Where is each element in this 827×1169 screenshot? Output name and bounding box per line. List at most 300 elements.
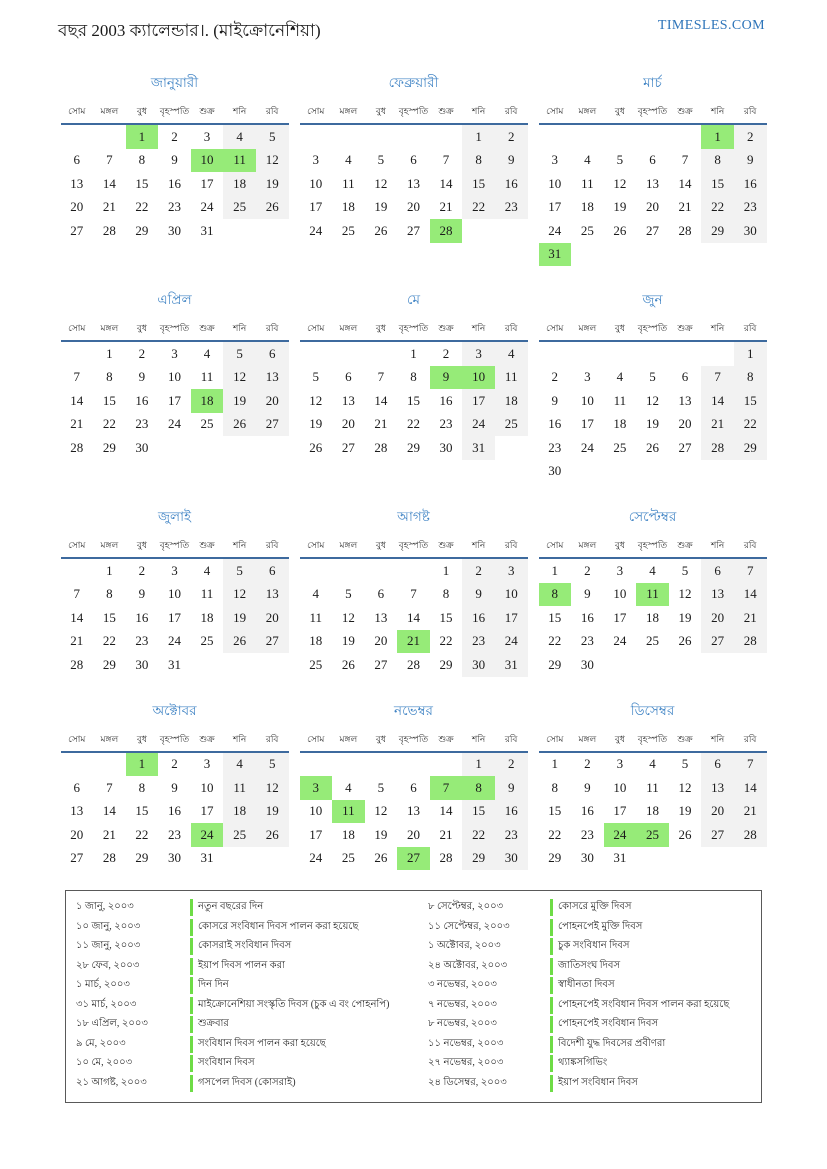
day-cell: 9: [171, 152, 178, 168]
day-cell: 3: [584, 369, 591, 385]
day-cell: 25: [223, 823, 256, 847]
day-cell: 1: [462, 752, 495, 777]
holiday-name: দিন দিন: [190, 977, 418, 994]
day-cell: 16: [462, 606, 495, 630]
month-title: আগষ্ট: [397, 509, 430, 524]
day-cell-empty: [300, 558, 333, 583]
day-cell-empty: [365, 124, 398, 149]
day-cell: 24: [613, 633, 627, 649]
day-cell-empty: [701, 847, 734, 871]
day-cell: 27: [701, 823, 734, 847]
month-block: [539, 289, 767, 483]
day-cell: 27: [70, 850, 84, 866]
weekday-header: বুধ: [136, 540, 147, 550]
day-cell: 25: [200, 416, 214, 432]
weekday-header: বুধ: [375, 540, 386, 550]
day-cell: 6: [256, 558, 289, 583]
day-cell: 13: [256, 366, 289, 390]
holiday-date: ১ জানু, ২০০৩: [76, 901, 134, 912]
month-table: [300, 538, 528, 677]
day-cell: 24: [548, 222, 562, 238]
day-cell: 8: [539, 583, 572, 607]
day-cell: 26: [223, 413, 256, 437]
day-cell: 10: [167, 586, 181, 602]
day-cell: 16: [548, 416, 562, 432]
month-title: জুন: [642, 292, 663, 307]
day-cell: 28: [678, 222, 692, 238]
month-title: জানুয়ারী: [150, 75, 199, 90]
weekday-header: শনি: [471, 323, 486, 333]
day-cell: 16: [135, 609, 149, 625]
weekday-header: শুক্র: [677, 323, 693, 333]
day-cell: 15: [135, 803, 149, 819]
day-cell: 27: [70, 222, 84, 238]
day-cell: 7: [106, 779, 113, 795]
day-cell: 7: [734, 558, 767, 583]
day-cell-empty: [397, 124, 430, 149]
day-cell: 2: [584, 562, 591, 578]
day-cell: 25: [645, 633, 659, 649]
day-cell: 7: [73, 586, 81, 602]
month-block: [539, 700, 767, 871]
day-cell: 8: [462, 776, 495, 800]
holiday-date: ১০ জানু, ২০০৩: [76, 920, 141, 932]
day-cell: 19: [374, 199, 388, 215]
day-cell: 20: [70, 199, 84, 215]
page-header: [0, 0, 827, 46]
day-cell: 28: [734, 630, 767, 654]
day-cell: 16: [135, 392, 149, 408]
day-cell: 5: [616, 152, 624, 168]
month-table: [300, 321, 528, 460]
day-cell: 8: [106, 586, 113, 602]
day-cell-empty: [300, 124, 333, 149]
holiday-date: ৭ নভেম্বর, ২০০৩: [428, 998, 497, 1010]
day-cell: 22: [135, 199, 149, 215]
month-block: [300, 289, 528, 460]
day-cell: 11: [332, 800, 365, 824]
holiday-date: ১০ মে, ২০০৩: [76, 1057, 133, 1068]
month-title: সেপ্টেম্বর: [628, 509, 677, 524]
day-cell: 27: [645, 222, 659, 238]
day-cell: 14: [70, 609, 84, 625]
day-cell: 22: [548, 826, 562, 842]
day-cell: 4: [203, 562, 211, 578]
day-cell: 10: [191, 149, 224, 173]
day-cell: 27: [397, 847, 430, 871]
day-cell: 18: [645, 803, 659, 819]
month-table: [61, 321, 289, 460]
month-table: [61, 104, 289, 243]
weekday-header: মঙ্গল: [100, 106, 119, 116]
day-cell-empty: [571, 341, 604, 366]
weekday-header: বুধ: [375, 323, 386, 333]
month-block: [300, 72, 528, 243]
holiday-name: গসপেল দিবস (কোসরাই): [190, 1075, 418, 1092]
day-cell-empty: [734, 653, 767, 677]
day-cell: 13: [406, 175, 420, 191]
day-cell: 8: [462, 149, 495, 173]
day-cell-empty: [93, 124, 126, 149]
weekday-header: বুধ: [375, 106, 386, 116]
weekday-header: রবি: [504, 733, 518, 744]
day-cell: 3: [616, 562, 624, 578]
month-title: এপ্রিল: [157, 292, 192, 307]
day-cell: 12: [374, 175, 388, 191]
day-cell-empty: [61, 752, 94, 777]
day-cell: 2: [495, 124, 528, 149]
day-cell: 7: [681, 152, 689, 168]
day-cell: 16: [580, 803, 594, 819]
day-cell: 23: [495, 196, 528, 220]
month-table: [300, 732, 528, 871]
day-cell: 22: [135, 826, 149, 842]
holiday-name: ইয়াপ সংবিধান দিবস: [550, 1075, 755, 1092]
day-cell: 27: [341, 439, 355, 455]
day-cell: 30: [439, 439, 453, 455]
day-cell: 22: [734, 413, 767, 437]
day-cell: 14: [678, 175, 692, 191]
day-cell: 11: [613, 392, 627, 408]
day-cell: 15: [548, 609, 562, 625]
day-cell-empty: [462, 219, 495, 243]
month-title: মে: [407, 292, 420, 307]
day-cell: 17: [200, 175, 214, 191]
day-cell: 5: [345, 586, 352, 602]
day-cell: 5: [223, 558, 256, 583]
day-cell-empty: [604, 124, 637, 149]
day-cell: 10: [580, 392, 594, 408]
weekday-header: বৃহস্পতি: [637, 106, 668, 116]
day-cell-empty: [365, 558, 398, 583]
day-cell: 7: [734, 752, 767, 777]
weekday-header: মঙ্গল: [339, 733, 358, 744]
day-cell-empty: [61, 124, 94, 149]
day-cell: 3: [312, 152, 320, 168]
day-cell: 1: [701, 124, 734, 149]
day-cell: 4: [584, 152, 591, 168]
weekday-header: বুধ: [614, 106, 625, 116]
day-cell: 8: [138, 152, 146, 168]
day-cell-empty: [191, 436, 224, 460]
month-block: [300, 700, 528, 871]
day-cell: 23: [439, 416, 453, 432]
holiday-legend-grid: [72, 899, 755, 1092]
weekday-header: শনি: [710, 540, 725, 550]
day-cell: 23: [495, 823, 528, 847]
brand-link[interactable]: TIMESLES.COM: [657, 18, 765, 33]
day-cell: 24: [495, 630, 528, 654]
day-cell: 12: [223, 366, 256, 390]
day-cell-empty: [61, 341, 94, 366]
month-table: [61, 732, 289, 871]
day-cell: 29: [462, 847, 495, 871]
day-cell-empty: [223, 847, 256, 871]
day-cell: 29: [102, 439, 116, 455]
day-cell: 8: [734, 366, 767, 390]
day-cell: 12: [341, 609, 355, 625]
day-cell-empty: [256, 219, 289, 243]
weekday-header: বৃহস্পতি: [398, 540, 429, 550]
day-cell: 28: [70, 439, 84, 455]
day-cell: 9: [138, 586, 146, 602]
holiday-date: ৮ সেপ্টেম্বর, ২০০৩: [428, 901, 504, 912]
month-block: [300, 506, 528, 677]
day-cell: 14: [70, 392, 84, 408]
day-cell: 24: [604, 823, 637, 847]
weekday-header: সোম: [307, 733, 325, 744]
day-cell: 28: [374, 439, 388, 455]
weekday-header: শনি: [471, 106, 486, 116]
weekday-header: মঙ্গল: [339, 540, 358, 550]
weekday-header: শুক্র: [199, 106, 215, 116]
weekday-header: সোম: [307, 323, 325, 333]
day-cell: 3: [495, 558, 528, 583]
day-cell: 18: [645, 609, 659, 625]
day-cell: 6: [410, 779, 417, 795]
day-cell: 22: [701, 196, 734, 220]
day-cell: 26: [678, 826, 692, 842]
day-cell: 2: [442, 345, 450, 361]
day-cell: 21: [102, 199, 116, 215]
day-cell: 6: [73, 779, 81, 795]
day-cell: 6: [345, 369, 352, 385]
day-cell: 14: [102, 803, 116, 819]
day-cell: 4: [345, 152, 352, 168]
day-cell: 11: [309, 609, 323, 625]
day-cell: 25: [613, 439, 627, 455]
holiday-date: ২৪ ডিসেম্বর, ২০০৩: [428, 1076, 507, 1088]
day-cell: 3: [171, 345, 178, 361]
day-cell: 10: [167, 369, 181, 385]
weekday-header: রবি: [265, 106, 279, 116]
day-cell: 2: [462, 558, 495, 583]
day-cell: 6: [377, 586, 385, 602]
weekday-header: শুক্র: [438, 323, 454, 333]
day-cell: 1: [410, 345, 417, 361]
day-cell: 25: [341, 222, 355, 238]
day-cell: 14: [439, 803, 453, 819]
day-cell: 28: [102, 850, 116, 866]
day-cell-empty: [495, 219, 528, 243]
day-cell-empty: [397, 558, 430, 583]
day-cell-empty: [223, 653, 256, 677]
day-cell: 7: [442, 152, 450, 168]
day-cell: 13: [678, 392, 692, 408]
day-cell: 9: [584, 779, 591, 795]
day-cell: 22: [462, 196, 495, 220]
day-cell: 3: [203, 756, 211, 772]
day-cell: 16: [167, 175, 181, 191]
day-cell: 30: [580, 656, 594, 672]
day-cell: 14: [734, 776, 767, 800]
day-cell: 11: [581, 175, 594, 191]
day-cell: 13: [645, 175, 659, 191]
weekday-header: বুধ: [136, 733, 147, 744]
weekday-header: মঙ্গল: [578, 106, 597, 116]
day-cell: 11: [342, 175, 355, 191]
day-cell: 4: [345, 779, 352, 795]
holiday-name: মাইক্রোনেশিয়া সংস্কৃতি দিবস (চুক এ বং পোহনপি): [190, 997, 418, 1014]
day-cell-empty: [191, 653, 224, 677]
day-cell: 20: [678, 416, 692, 432]
holiday-date: ১৮ এপ্রিল, ২০০৩: [76, 1018, 148, 1029]
weekday-header: মঙ্গল: [100, 323, 119, 333]
day-cell: 9: [495, 776, 528, 800]
holiday-date: ৮ নভেম্বর, ২০০৩: [428, 1018, 497, 1029]
day-cell-empty: [669, 460, 702, 484]
weekday-header: সোম: [68, 733, 86, 744]
month-title: মার্চ: [643, 75, 662, 90]
day-cell: 30: [462, 653, 495, 677]
day-cell: 30: [548, 463, 562, 479]
day-cell: 10: [462, 366, 495, 390]
day-cell: 16: [167, 803, 181, 819]
weekday-header: সোম: [68, 540, 86, 550]
day-cell: 8: [138, 779, 146, 795]
day-cell: 28: [406, 656, 420, 672]
day-cell: 16: [495, 800, 528, 824]
day-cell: 22: [406, 416, 420, 432]
day-cell-empty: [636, 341, 669, 366]
day-cell: 30: [167, 222, 181, 238]
day-cell: 9: [551, 392, 559, 408]
day-cell: 20: [406, 826, 420, 842]
day-cell: 21: [439, 199, 453, 215]
month-block: [539, 72, 767, 266]
day-cell-empty: [332, 558, 365, 583]
month-title: জুলাই: [157, 509, 192, 524]
day-cell: 30: [734, 219, 767, 243]
day-cell: 27: [406, 222, 420, 238]
day-cell: 9: [171, 779, 178, 795]
day-cell-empty: [300, 752, 333, 777]
day-cell-empty: [430, 124, 463, 149]
day-cell: 22: [548, 633, 562, 649]
day-cell: 7: [73, 369, 81, 385]
day-cell: 3: [300, 776, 333, 800]
day-cell: 18: [495, 389, 528, 413]
day-cell: 10: [309, 175, 323, 191]
day-cell-empty: [256, 436, 289, 460]
holiday-date: ৯ মে, ২০০৩: [76, 1037, 126, 1049]
day-cell-empty: [669, 243, 702, 267]
holiday-date: ১ অক্টোবর, ২০০৩: [428, 940, 501, 951]
day-cell-empty: [669, 847, 702, 871]
day-cell: 8: [410, 369, 417, 385]
month-table: [539, 732, 767, 871]
day-cell: 4: [616, 369, 624, 385]
day-cell: 28: [439, 850, 453, 866]
day-cell: 24: [462, 413, 495, 437]
weekday-header: বুধ: [614, 733, 625, 744]
day-cell: 19: [256, 172, 289, 196]
month-title: ফেব্রুয়ারী: [388, 75, 439, 90]
day-cell: 6: [256, 341, 289, 366]
day-cell: 4: [223, 124, 256, 149]
day-cell: 11: [636, 583, 669, 607]
day-cell: 21: [374, 416, 388, 432]
day-cell-empty: [93, 752, 126, 777]
holiday-name: সংবিধান দিবস পালন করা হয়েছে: [190, 1036, 418, 1053]
day-cell-empty: [539, 124, 572, 149]
day-cell: 3: [203, 128, 211, 144]
day-cell: 17: [613, 803, 627, 819]
month-table: [539, 321, 767, 483]
day-cell: 21: [678, 199, 692, 215]
day-cell: 26: [256, 823, 289, 847]
day-cell: 12: [678, 779, 692, 795]
day-cell-empty: [636, 124, 669, 149]
holiday-date: ২১ আগষ্ট, ২০০৩: [76, 1076, 147, 1088]
day-cell: 15: [406, 392, 420, 408]
day-cell: 26: [309, 439, 323, 455]
day-cell: 24: [191, 823, 224, 847]
day-cell: 17: [167, 609, 181, 625]
day-cell: 23: [167, 199, 181, 215]
day-cell-empty: [604, 460, 637, 484]
day-cell: 23: [580, 633, 594, 649]
day-cell: 26: [341, 656, 355, 672]
day-cell: 23: [167, 826, 181, 842]
day-cell-empty: [571, 124, 604, 149]
day-cell: 18: [223, 800, 256, 824]
weekday-header: শুক্র: [438, 733, 454, 744]
day-cell: 29: [548, 850, 562, 866]
day-cell: 20: [256, 606, 289, 630]
day-cell: 14: [374, 392, 388, 408]
day-cell: 19: [309, 416, 323, 432]
day-cell-empty: [539, 341, 572, 366]
day-cell: 18: [200, 609, 214, 625]
month-table: [300, 104, 528, 243]
day-cell: 6: [649, 152, 656, 168]
day-cell: 25: [341, 850, 355, 866]
day-cell-empty: [332, 341, 365, 366]
weekday-header: বুধ: [614, 540, 625, 550]
weekday-header: মঙ্গল: [339, 323, 358, 333]
day-cell-empty: [636, 243, 669, 267]
day-cell: 18: [309, 633, 323, 649]
day-cell: 1: [442, 562, 450, 578]
day-cell: 12: [613, 175, 627, 191]
day-cell: 16: [439, 392, 453, 408]
day-cell: 19: [223, 389, 256, 413]
holiday-date: ৩১ মার্চ, ২০০৩: [76, 998, 137, 1010]
day-cell: 1: [126, 124, 159, 149]
day-cell-empty: [701, 653, 734, 677]
weekday-header: শনি: [710, 733, 725, 744]
day-cell: 20: [701, 800, 734, 824]
day-cell-empty: [636, 460, 669, 484]
day-cell: 6: [410, 152, 417, 168]
day-cell: 24: [167, 416, 181, 432]
day-cell: 23: [548, 439, 562, 455]
day-cell: 20: [645, 199, 659, 215]
day-cell: 13: [70, 175, 84, 191]
day-cell-empty: [256, 653, 289, 677]
day-cell: 4: [649, 562, 656, 578]
month-block: [539, 506, 767, 677]
weekday-header: বৃহস্পতি: [159, 106, 190, 116]
day-cell-empty: [636, 653, 669, 677]
day-cell: 15: [135, 175, 149, 191]
day-cell: 24: [200, 199, 214, 215]
day-cell-empty: [669, 124, 702, 149]
day-cell: 17: [548, 199, 562, 215]
day-cell-empty: [669, 341, 702, 366]
weekday-header: রবি: [743, 106, 757, 116]
